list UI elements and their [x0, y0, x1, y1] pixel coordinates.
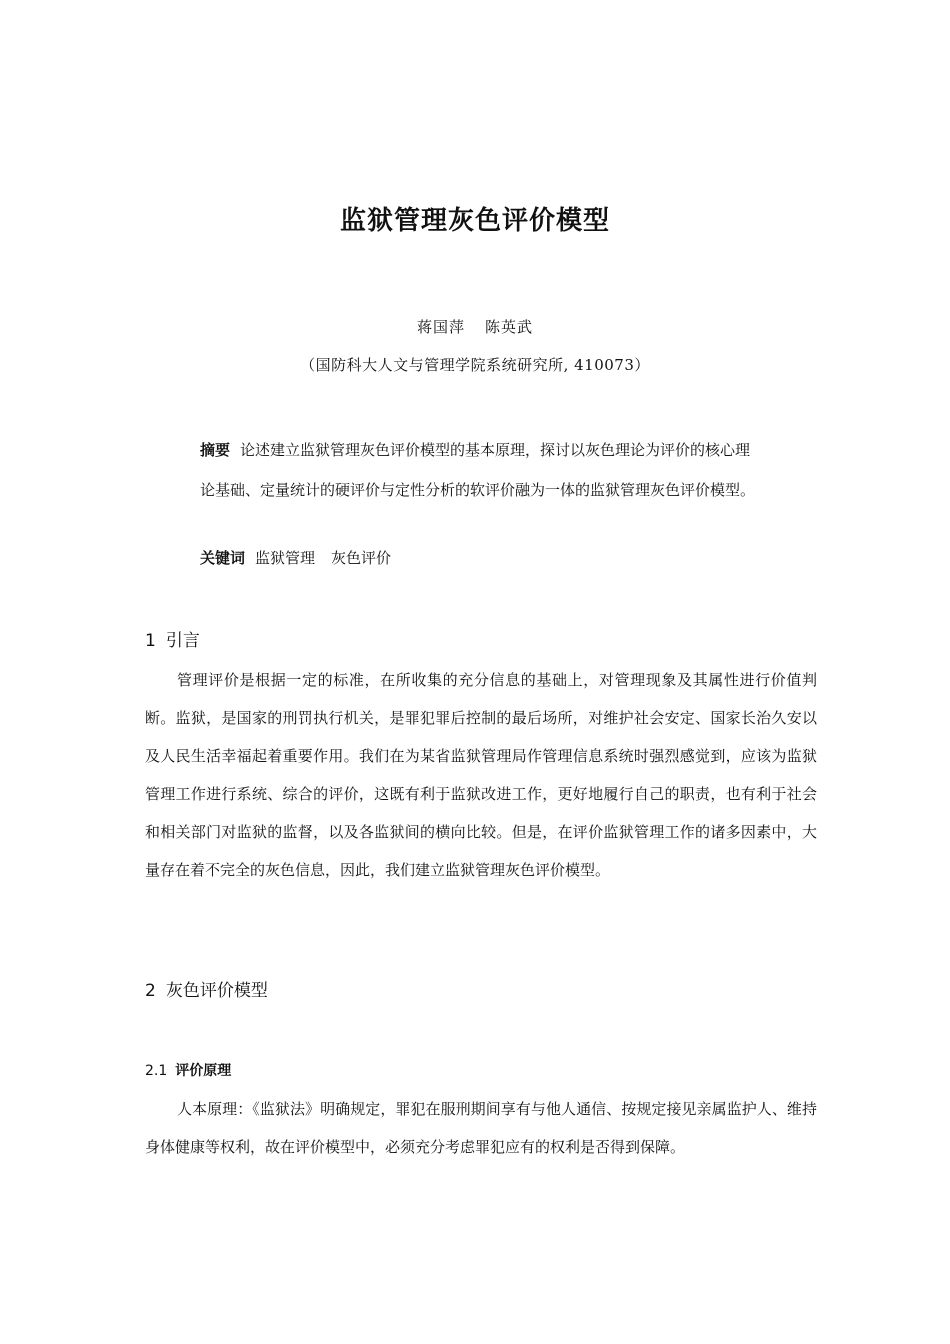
keywords-label: 关键词: [200, 549, 246, 567]
section-number: 2: [145, 981, 156, 1001]
keywords: [200, 546, 391, 570]
section-heading-intro: [145, 626, 200, 651]
paper-title: 监狱管理灰色评价模型: [339, 206, 610, 236]
keyword: 监狱管理: [255, 549, 316, 567]
section-title: 引言: [165, 631, 200, 651]
intro-paragraph: 管理评价是根据一定的标准，在所收集的充分信息的基础上，对管理现象及其属性进行价值判断。监狱，是国家的刑罚执行机关，是罪犯罪后控制的最后场所，对维护社会安定、国家长治久安以及人民生活幸福起着重要作用。我们在为某省监狱管理局作管理信息系统时强烈感觉到，应该为监狱管理工作进行系统、综合的评价，这既有利于监狱改进工作，更好地履行自己的职责，也有利于社会和相关部门对监狱的监督，以及各监狱间的横向比较。但是，在评价监狱管理工作的诸多因素中，大量存在着不完全的灰色信息，因此，我们建立监狱管理灰色评价模型。: [145, 671, 817, 879]
keyword: 灰色评价: [331, 549, 392, 567]
affiliation: （国防科大人文与管理学院系统研究所, 410073）: [300, 356, 650, 374]
abstract-text: 论述建立监狱管理灰色评价模型的基本原理，探讨以灰色理论为评价的核心理论基础、定量统计的硬评价与定性分析的软评价融为一体的监狱管理灰色评价模型。: [200, 441, 756, 499]
subsection-heading-principle: [145, 1060, 231, 1080]
subsection-title: 评价原理: [175, 1063, 232, 1079]
principle-paragraph: 人本原理：《监狱法》明确规定，罪犯在服刑期间享有与他人通信、按规定接见亲属监护人、维持身体健康等权利，故在评价模型中，必须充分考虑罪犯应有的权利是否得到保障。: [145, 1100, 817, 1156]
author-name: 陈英武: [485, 318, 534, 336]
abstract-label: 摘要: [200, 441, 231, 459]
abstract: [200, 430, 760, 510]
section-title: 灰色评价模型: [165, 981, 268, 1001]
section-heading-model: [145, 976, 268, 1001]
subsection-number: 2.1: [145, 1063, 168, 1079]
author-list: [0, 316, 950, 337]
section-number: 1: [145, 631, 156, 651]
author-name: 蒋国萍: [416, 318, 465, 336]
